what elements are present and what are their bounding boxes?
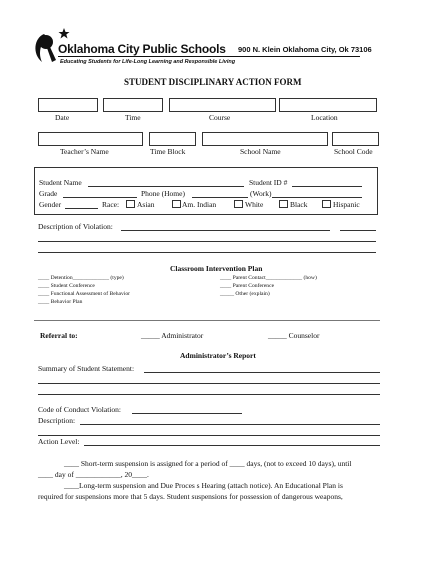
description-field-2[interactable] bbox=[38, 435, 380, 436]
code-of-conduct-label: Code of Conduct Violation: bbox=[38, 405, 121, 414]
behavior-plan-label: Behavior Plan bbox=[50, 299, 83, 305]
referral-admin-item[interactable]: _____ Administrator bbox=[141, 331, 204, 340]
referral-counselor-item[interactable]: _____ Counselor bbox=[268, 331, 320, 340]
description-field-1[interactable] bbox=[80, 424, 380, 425]
race-am-indian-checkbox[interactable] bbox=[172, 200, 181, 208]
school-name-label: School Name bbox=[240, 147, 281, 156]
teacher-name-label: Teacher’s Name bbox=[60, 147, 109, 156]
summary-field-1[interactable] bbox=[144, 372, 380, 373]
student-name-field[interactable] bbox=[88, 186, 244, 187]
district-tagline: Educating Students for Life-Long Learning and Responsible Living bbox=[60, 59, 236, 65]
header-rule bbox=[58, 56, 360, 57]
school-name-field[interactable] bbox=[202, 132, 328, 146]
short-term-text-2: days, (not to exceed 10 days), until bbox=[246, 459, 352, 468]
violation-label: Description of Violation: bbox=[38, 222, 113, 231]
short-term-date-line: ____ day of ____________, 20____. bbox=[38, 470, 149, 479]
summary-field-2[interactable] bbox=[38, 383, 380, 384]
grade-label: Grade bbox=[39, 189, 58, 198]
action-level-label: Action Level: bbox=[38, 437, 80, 446]
race-label: Race: bbox=[102, 200, 120, 209]
phone-work-field[interactable] bbox=[272, 197, 362, 198]
student-id-label: Student ID # bbox=[249, 178, 288, 187]
referral-counselor-label: Counselor bbox=[288, 331, 320, 340]
student-name-label: Student Name bbox=[39, 178, 82, 187]
other-explain-label: Other (explain) bbox=[235, 291, 270, 297]
long-term-text: Long-term suspension and Due Proces s Hearing (attach notice). An Educational Plan is bbox=[79, 481, 343, 490]
violation-field-1[interactable] bbox=[121, 230, 330, 231]
detention-item[interactable]: ____ Detention_____________ (type) bbox=[38, 275, 124, 281]
summary-label: Summary of Student Statement: bbox=[38, 364, 135, 373]
other-explain-item[interactable]: _____ Other (explain) bbox=[220, 291, 270, 297]
district-name: Oklahoma City Public Schools bbox=[58, 42, 226, 56]
course-field[interactable] bbox=[169, 98, 276, 112]
student-conference-item[interactable]: ____ Student Conference bbox=[38, 283, 95, 289]
date-field[interactable] bbox=[38, 98, 98, 112]
behavior-plan-item[interactable]: ____ Behavior Plan bbox=[38, 299, 83, 305]
action-level-field[interactable] bbox=[84, 445, 380, 446]
short-term-text: Short-term suspension is assigned for a period of bbox=[80, 459, 228, 468]
race-hispanic-label: Hispanic bbox=[333, 200, 360, 209]
admin-report-title: Administrator’s Report bbox=[180, 351, 256, 360]
referral-label: Referral to: bbox=[40, 331, 78, 340]
time-label: Time bbox=[125, 113, 141, 122]
race-black-checkbox[interactable] bbox=[279, 200, 288, 208]
time-block-field[interactable] bbox=[149, 132, 196, 146]
referral-admin-label: Administrator bbox=[161, 331, 204, 340]
location-label: Location bbox=[311, 113, 338, 122]
race-asian-label: Asian bbox=[137, 200, 155, 209]
short-term-day-of: day of bbox=[54, 470, 74, 479]
location-field[interactable] bbox=[279, 98, 377, 112]
long-term-line-2: required for suspensions more that 5 days. Student suspensions for possession of dangerous weapons, bbox=[38, 492, 343, 501]
detention-type-label: (type) bbox=[110, 275, 124, 281]
course-label: Course bbox=[209, 113, 231, 122]
parent-contact-label: Parent Contact bbox=[232, 275, 266, 281]
parent-contact-item[interactable]: ____ Parent Contact_____________ (how) bbox=[220, 275, 317, 281]
parent-conference-item[interactable]: ____ Parent Conference bbox=[220, 283, 275, 289]
time-block-label: Time Block bbox=[150, 147, 186, 156]
teacher-name-field[interactable] bbox=[38, 132, 143, 146]
grade-field[interactable] bbox=[63, 197, 137, 198]
school-code-field[interactable] bbox=[332, 132, 379, 146]
intervention-title: Classroom Intervention Plan bbox=[170, 264, 263, 273]
violation-field-3[interactable] bbox=[38, 252, 376, 253]
race-am-indian-label: Am. Indian bbox=[182, 200, 217, 209]
code-of-conduct-field[interactable] bbox=[132, 413, 242, 414]
parent-conference-label: Parent Conference bbox=[232, 283, 275, 289]
student-id-field[interactable] bbox=[292, 186, 362, 187]
short-term-year: , 20 bbox=[120, 470, 132, 479]
form-title: STUDENT DISCIPLINARY ACTION FORM bbox=[124, 77, 302, 87]
functional-assessment-item[interactable]: ____ Functional Assessment of Behavior bbox=[38, 291, 130, 297]
race-white-label: White bbox=[245, 200, 264, 209]
parent-contact-how-label: (how) bbox=[303, 275, 317, 281]
race-black-label: Black bbox=[290, 200, 308, 209]
description-label: Description: bbox=[38, 416, 76, 425]
long-term-line: ____Long-term suspension and Due Proces s Hearing (attach notice). An Educational Plan is bbox=[64, 481, 343, 490]
phone-home-label: Phone (Home) bbox=[141, 189, 185, 198]
section-divider bbox=[34, 320, 380, 321]
violation-field-2[interactable] bbox=[38, 241, 376, 242]
school-code-label: School Code bbox=[334, 147, 373, 156]
race-hispanic-checkbox[interactable] bbox=[322, 200, 331, 208]
time-field[interactable] bbox=[103, 98, 163, 112]
detention-label: Detention bbox=[50, 275, 73, 281]
date-label: Date bbox=[55, 113, 70, 122]
violation-field-1b[interactable] bbox=[340, 230, 376, 231]
race-white-checkbox[interactable] bbox=[234, 200, 243, 208]
race-asian-checkbox[interactable] bbox=[126, 200, 135, 208]
phone-home-field[interactable] bbox=[192, 197, 248, 198]
functional-assessment-label: Functional Assessment of Behavior bbox=[50, 291, 130, 297]
summary-field-3[interactable] bbox=[38, 394, 380, 395]
phone-work-label: (Work) bbox=[250, 189, 272, 198]
student-conference-label: Student Conference bbox=[50, 283, 95, 289]
gender-field[interactable] bbox=[65, 208, 98, 209]
gender-label: Gender bbox=[39, 200, 62, 209]
district-address: 900 N. Klein Oklahoma City, Ok 73106 bbox=[238, 45, 372, 54]
short-term-line: ____ Short-term suspension is assigned for a period of ____ days, (not to exceed 10 days), until bbox=[64, 459, 352, 468]
